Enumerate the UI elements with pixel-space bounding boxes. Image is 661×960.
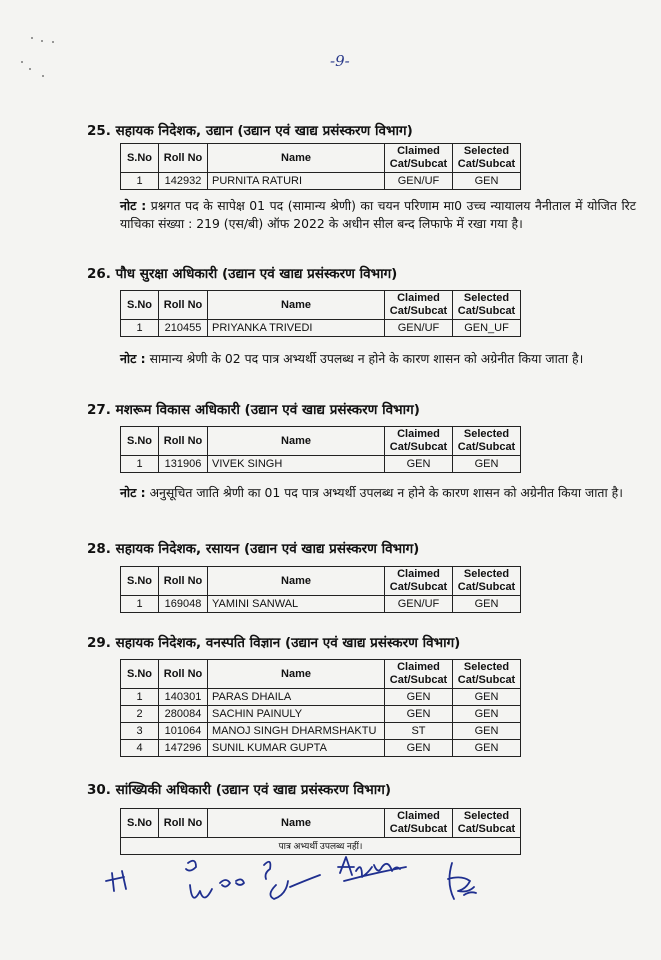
section-heading: 28. सहायक निदेशक, रसायन (उद्यान एवं खाद्य प्रसंस्करण विभाग) (87, 541, 420, 557)
signature-2 (186, 861, 244, 898)
header-claimed (385, 809, 453, 838)
section-note (120, 484, 636, 502)
header-name: Name (208, 660, 385, 689)
section-heading: 25. सहायक निदेशक, उद्यान (उद्यान एवं खाद्य प्रसंस्करण विभाग) (87, 123, 413, 139)
section-heading: 30. सांख्यिकी अधिकारी (उद्यान एवं खाद्य प्रसंस्करण विभाग) (87, 782, 392, 798)
cell-sno: 1 (121, 596, 159, 613)
results-table (120, 659, 521, 757)
table-header-row (121, 809, 521, 838)
cell-name: MANOJ SINGH DHARMSHAKTU (208, 723, 385, 740)
cell-sno: 1 (121, 173, 159, 190)
note-text: प्रश्नगत पद के सापेक्ष 01 पद (सामान्य श्रेणी) का चयन परिणाम मा0 उच्च न्यायालय नैनीताल में योजित रिट याचिका संख्या : 219 (एस/बी) ऑफ 2022 के अधीन सील बन्द लिफाफे में रखा गया है। (120, 198, 636, 231)
table-row (121, 723, 521, 740)
results-table (120, 566, 521, 613)
cell-name: VIVEK SINGH (208, 456, 385, 473)
cell-roll: 280084 (159, 706, 208, 723)
header-claimed-line1: Claimed (397, 810, 440, 822)
table-row (121, 689, 521, 706)
header-selected-line2: Cat/Subcat (457, 581, 516, 593)
results-table (120, 426, 521, 473)
header-selected-line2: Cat/Subcat (457, 158, 516, 170)
cell-selected: GEN (453, 173, 521, 190)
table-header-row (121, 291, 521, 320)
header-selected (453, 809, 521, 838)
cell-name: YAMINI SANWAL (208, 596, 385, 613)
header-name: Name (208, 144, 385, 173)
scan-specks (18, 28, 68, 88)
cell-selected: GEN_UF (453, 320, 521, 337)
results-table (120, 290, 521, 337)
header-claimed-line2: Cat/Subcat (389, 305, 448, 317)
table-header-row (121, 427, 521, 456)
cell-roll: 142932 (159, 173, 208, 190)
section-heading: 29. सहायक निदेशक, वनस्पति विज्ञान (उद्यान एवं खाद्य प्रसंस्करण विभाग) (87, 635, 461, 651)
header-selected-line1: Selected (463, 428, 510, 440)
header-selected-line1: Selected (463, 568, 510, 580)
header-claimed (385, 567, 453, 596)
cell-roll: 210455 (159, 320, 208, 337)
cell-sno: 1 (121, 689, 159, 706)
cell-name: SUNIL KUMAR GUPTA (208, 740, 385, 757)
cell-claimed: ST (385, 723, 453, 740)
page-number: -9- (330, 52, 350, 70)
header-sno: S.No (121, 567, 159, 596)
header-claimed-line2: Cat/Subcat (389, 158, 448, 170)
cell-selected: GEN (453, 456, 521, 473)
signature-4 (338, 857, 406, 881)
cell-roll: 140301 (159, 689, 208, 706)
cell-claimed: GEN/UF (385, 596, 453, 613)
header-sno: S.No (121, 427, 159, 456)
table-row (121, 740, 521, 757)
results-table (120, 808, 521, 855)
table-row (121, 706, 521, 723)
table-header-row (121, 660, 521, 689)
header-selected-line1: Selected (463, 292, 510, 304)
cell-claimed: GEN/UF (385, 173, 453, 190)
cell-selected: GEN (453, 596, 521, 613)
cell-roll: 169048 (159, 596, 208, 613)
section-heading: 27. मशरूम विकास अधिकारी (उद्यान एवं खाद्य प्रसंस्करण विभाग) (87, 402, 420, 418)
cell-claimed: GEN (385, 740, 453, 757)
header-selected-line2: Cat/Subcat (457, 305, 516, 317)
cell-name: PRIYANKA TRIVEDI (208, 320, 385, 337)
cell-name: PURNITA RATURI (208, 173, 385, 190)
header-roll: Roll No (159, 809, 208, 838)
cell-claimed: GEN (385, 689, 453, 706)
table-row (121, 456, 521, 473)
cell-selected: GEN (453, 706, 521, 723)
header-claimed-line1: Claimed (397, 568, 440, 580)
note-label: नोट : (120, 485, 146, 500)
header-name: Name (208, 427, 385, 456)
signature-3 (264, 862, 320, 899)
header-claimed-line2: Cat/Subcat (389, 441, 448, 453)
header-claimed-line1: Claimed (397, 428, 440, 440)
header-claimed-line1: Claimed (397, 292, 440, 304)
cell-sno: 4 (121, 740, 159, 757)
table-header-row (121, 567, 521, 596)
header-selected-line1: Selected (463, 145, 510, 157)
cell-sno: 1 (121, 456, 159, 473)
note-text: अनुसूचित जाति श्रेणी का 01 पद पात्र अभ्यर्थी उपलब्ध न होने के कारण शासन को अग्रेनीत किया जाता है। (149, 485, 623, 500)
header-claimed-line1: Claimed (397, 145, 440, 157)
header-sno: S.No (121, 660, 159, 689)
cell-claimed: GEN (385, 456, 453, 473)
note-text: सामान्य श्रेणी के 02 पद पात्र अभ्यर्थी उपलब्ध न होने के कारण शासन को अग्रेनीत किया जाता है। (149, 351, 584, 366)
cell-selected: GEN (453, 740, 521, 757)
header-selected-line1: Selected (463, 661, 510, 673)
cell-sno: 2 (121, 706, 159, 723)
signatures (100, 855, 520, 925)
header-claimed (385, 291, 453, 320)
cell-claimed: GEN/UF (385, 320, 453, 337)
header-selected-line1: Selected (463, 810, 510, 822)
header-selected (453, 291, 521, 320)
header-roll: Roll No (159, 660, 208, 689)
note-label: नोट : (120, 351, 146, 366)
header-claimed-line2: Cat/Subcat (389, 581, 448, 593)
table-row (121, 173, 521, 190)
table-row (121, 596, 521, 613)
no-candidates-cell: पात्र अभ्यर्थी उपलब्ध नहीं। (121, 838, 521, 855)
cell-name: PARAS DHAILA (208, 689, 385, 706)
table-row (121, 838, 521, 855)
cell-selected: GEN (453, 723, 521, 740)
cell-claimed: GEN (385, 706, 453, 723)
header-selected-line2: Cat/Subcat (457, 674, 516, 686)
header-roll: Roll No (159, 291, 208, 320)
header-roll: Roll No (159, 427, 208, 456)
header-sno: S.No (121, 291, 159, 320)
table-header-row (121, 144, 521, 173)
header-name: Name (208, 291, 385, 320)
cell-sno: 3 (121, 723, 159, 740)
cell-roll: 147296 (159, 740, 208, 757)
section-note (120, 197, 636, 233)
header-name: Name (208, 567, 385, 596)
header-selected-line2: Cat/Subcat (457, 441, 516, 453)
signature-1 (106, 871, 126, 891)
header-sno: S.No (121, 809, 159, 838)
header-claimed-line2: Cat/Subcat (389, 823, 448, 835)
cell-name: SACHIN PAINULY (208, 706, 385, 723)
header-selected (453, 427, 521, 456)
cell-selected: GEN (453, 689, 521, 706)
table-row (121, 320, 521, 337)
section-note (120, 350, 636, 368)
header-sno: S.No (121, 144, 159, 173)
cell-roll: 101064 (159, 723, 208, 740)
header-claimed (385, 427, 453, 456)
note-label: नोट : (120, 198, 147, 213)
header-claimed-line1: Claimed (397, 661, 440, 673)
cell-roll: 131906 (159, 456, 208, 473)
header-roll: Roll No (159, 144, 208, 173)
header-selected (453, 567, 521, 596)
header-name: Name (208, 809, 385, 838)
cell-sno: 1 (121, 320, 159, 337)
signature-5 (448, 863, 476, 899)
header-roll: Roll No (159, 567, 208, 596)
header-claimed (385, 144, 453, 173)
section-heading: 26. पौध सुरक्षा अधिकारी (उद्यान एवं खाद्य प्रसंस्करण विभाग) (87, 266, 398, 282)
header-claimed-line2: Cat/Subcat (389, 674, 448, 686)
header-claimed (385, 660, 453, 689)
results-table (120, 143, 521, 190)
header-selected (453, 144, 521, 173)
header-selected-line2: Cat/Subcat (457, 823, 516, 835)
header-selected (453, 660, 521, 689)
